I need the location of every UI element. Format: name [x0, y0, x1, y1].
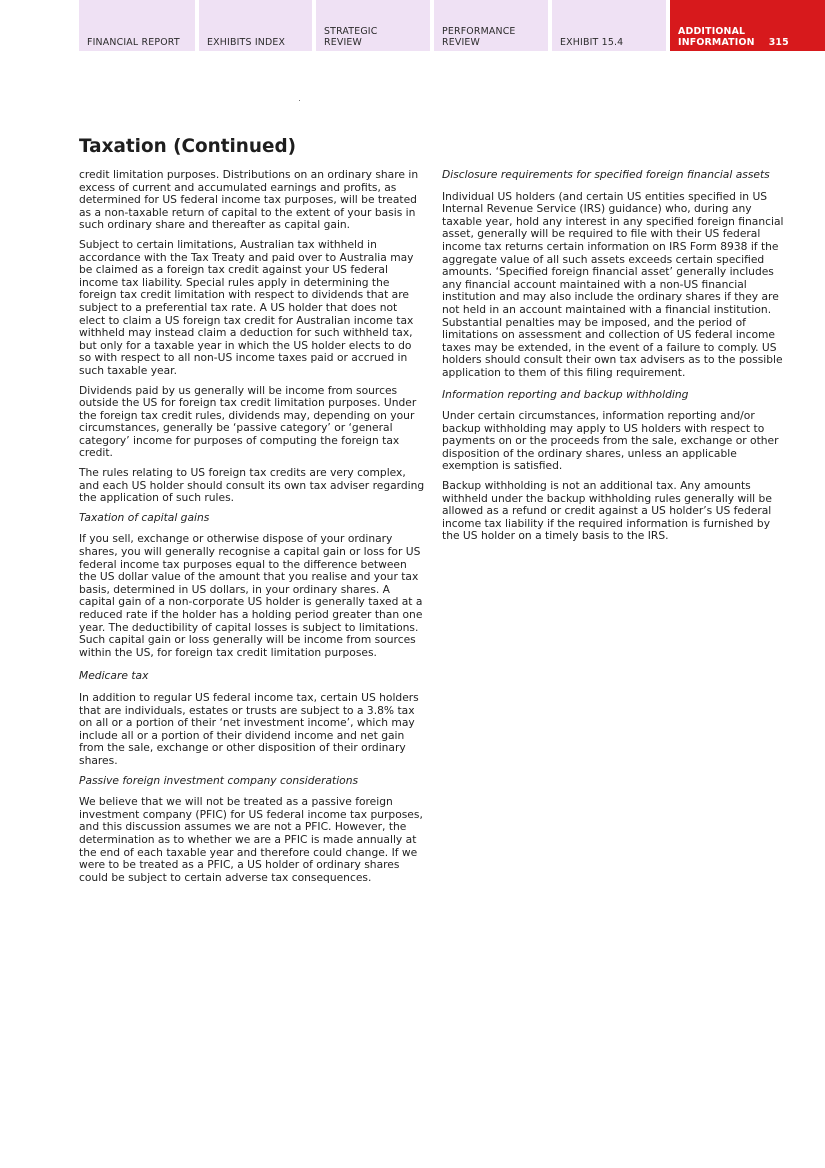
page-number: 315 — [768, 37, 789, 48]
paragraph: Subject to certain limitations, Australian tax withheld in accordance with the Tax Treaty and paid over to Australia may be claimed as a foreign tax credit against your US federal income tax liability. Special rules apply in determining the foreign tax credit limitation with respect to dividends that are subject to a preferential tax rate. A US holder that does not elect to claim a US foreign tax credit for Australian income tax withheld may instead claim a deduction for such withheld tax, but only for a taxable year in which the US holder elects to do so with respect to all non-US income taxes paid or accrued in such taxable year. — [79, 237, 414, 377]
left-column — [79, 169, 425, 891]
tab-exhibits-index[interactable]: EXHIBITS INDEX — [199, 0, 312, 51]
tab-exhibit-15-4[interactable]: EXHIBIT 15.4 — [552, 0, 666, 51]
subheading-disclosure: Disclosure requirements for specified foreign financial assets — [442, 168, 770, 181]
top-navigation — [0, 0, 825, 51]
right-column — [442, 169, 788, 550]
paragraph: Backup withholding is not an additional tax. Any amounts withheld under the backup withholding rules generally will be allowed as a refund or credit against a US holder’s US federal income tax liability if the required information is furnished by the US holder on a timely basis to the IRS. — [442, 479, 772, 543]
tab-additional-information-label: ADDITIONAL INFORMATION — [678, 26, 755, 48]
subheading-backup-withholding: Information reporting and backup withholding — [442, 387, 689, 401]
subheading-medicare-tax: Medicare tax — [79, 669, 149, 683]
paragraph: Individual US holders (and certain US entities specified in US Internal Revenue Service (IRS) guidance) who, during any taxable year, hold any interest in any specified foreign financial asset, generally will be required to file with their US federal income tax returns certain information on IRS Form 8938 if the aggregate value of all such assets exceeds certain specified amounts. ‘Specified foreign financial asset’ generally includes any financial account maintained with a non-US financial institution and may also include the ordinary shares if they are not held in an account maintained with a financial institution. Substantial penalties may be imposed, and the period of limitations on assessment and collection of US federal income taxes may be extended, in the event of a failure to comply. US holders should consult their own tax advisers as to the possible application to them of this filing requirement. — [442, 189, 784, 379]
stray-dot — [299, 100, 300, 101]
tab-financial-report[interactable]: FINANCIAL REPORT — [79, 0, 195, 51]
paragraph: Dividends paid by us generally will be income from sources outside the US for foreign tax credit limitation purposes. Under the foreign tax credit rules, dividends may, depending on your circumstances, generally be ‘passive category’ or ‘general category’ income for purposes of computing the foreign tax credit. — [79, 383, 417, 460]
paragraph: If you sell, exchange or otherwise dispose of your ordinary shares, you will generally recognise a capital gain or loss for US federal income tax purposes equal to the difference between the US dollar value of the amount that you realise and your tax basis, determined in US dollars, in your ordinary shares. A capital gain of a non-corporate US holder is generally taxed at a reduced rate if the holder has a holding period greater than one year. The deductibility of capital losses is subject to limitations. Such capital gain or loss generally will be income from sources within the US, for foreign tax credit limitation purposes. — [79, 532, 423, 659]
paragraph: Under certain circumstances, information reporting and/or backup withholding may apply to US holders with respect to payments on or the proceeds from the sale, exchange or other disposition of the ordinary shares, unless an applicable exemption is satisfied. — [442, 409, 779, 473]
paragraph: The rules relating to US foreign tax credits are very complex, and each US holder should consult its own tax adviser regarding the application of such rules. — [79, 466, 425, 505]
tab-additional-information[interactable] — [670, 0, 825, 51]
subheading-capital-gains: Taxation of capital gains — [79, 510, 210, 524]
paragraph: We believe that we will not be treated as a passive foreign investment company (PFIC) for US federal income tax purposes, and this discussion assumes we are not a PFIC. However, the determination as to whether we are a PFIC is made annually at the end of each taxable year and therefore could change. If we were to be treated as a PFIC, a US holder of ordinary shares could be subject to certain adverse tax consequences. — [79, 795, 423, 884]
tab-strategic-review[interactable]: STRATEGIC REVIEW — [316, 0, 430, 51]
paragraph: credit limitation purposes. Distributions on an ordinary share in excess of current and accumulated earnings and profits, as determined for US federal income tax purposes, will be treated as a non-taxable return of capital to the extent of your basis in such ordinary share and thereafter as capital gain. — [79, 168, 419, 232]
paragraph: In addition to regular US federal income tax, certain US holders that are individuals, estates or trusts are subject to a 3.8% tax on all or a portion of their ‘net investment income’, which may include all or a portion of their dividend income and net gain from the sale, exchange or other disposition of their ordinary shares. — [79, 690, 419, 767]
section-title: Taxation (Continued) — [79, 136, 297, 157]
tab-performance-review[interactable]: PERFORMANCE REVIEW — [434, 0, 548, 51]
subheading-pfic: Passive foreign investment company considerations — [79, 773, 359, 787]
